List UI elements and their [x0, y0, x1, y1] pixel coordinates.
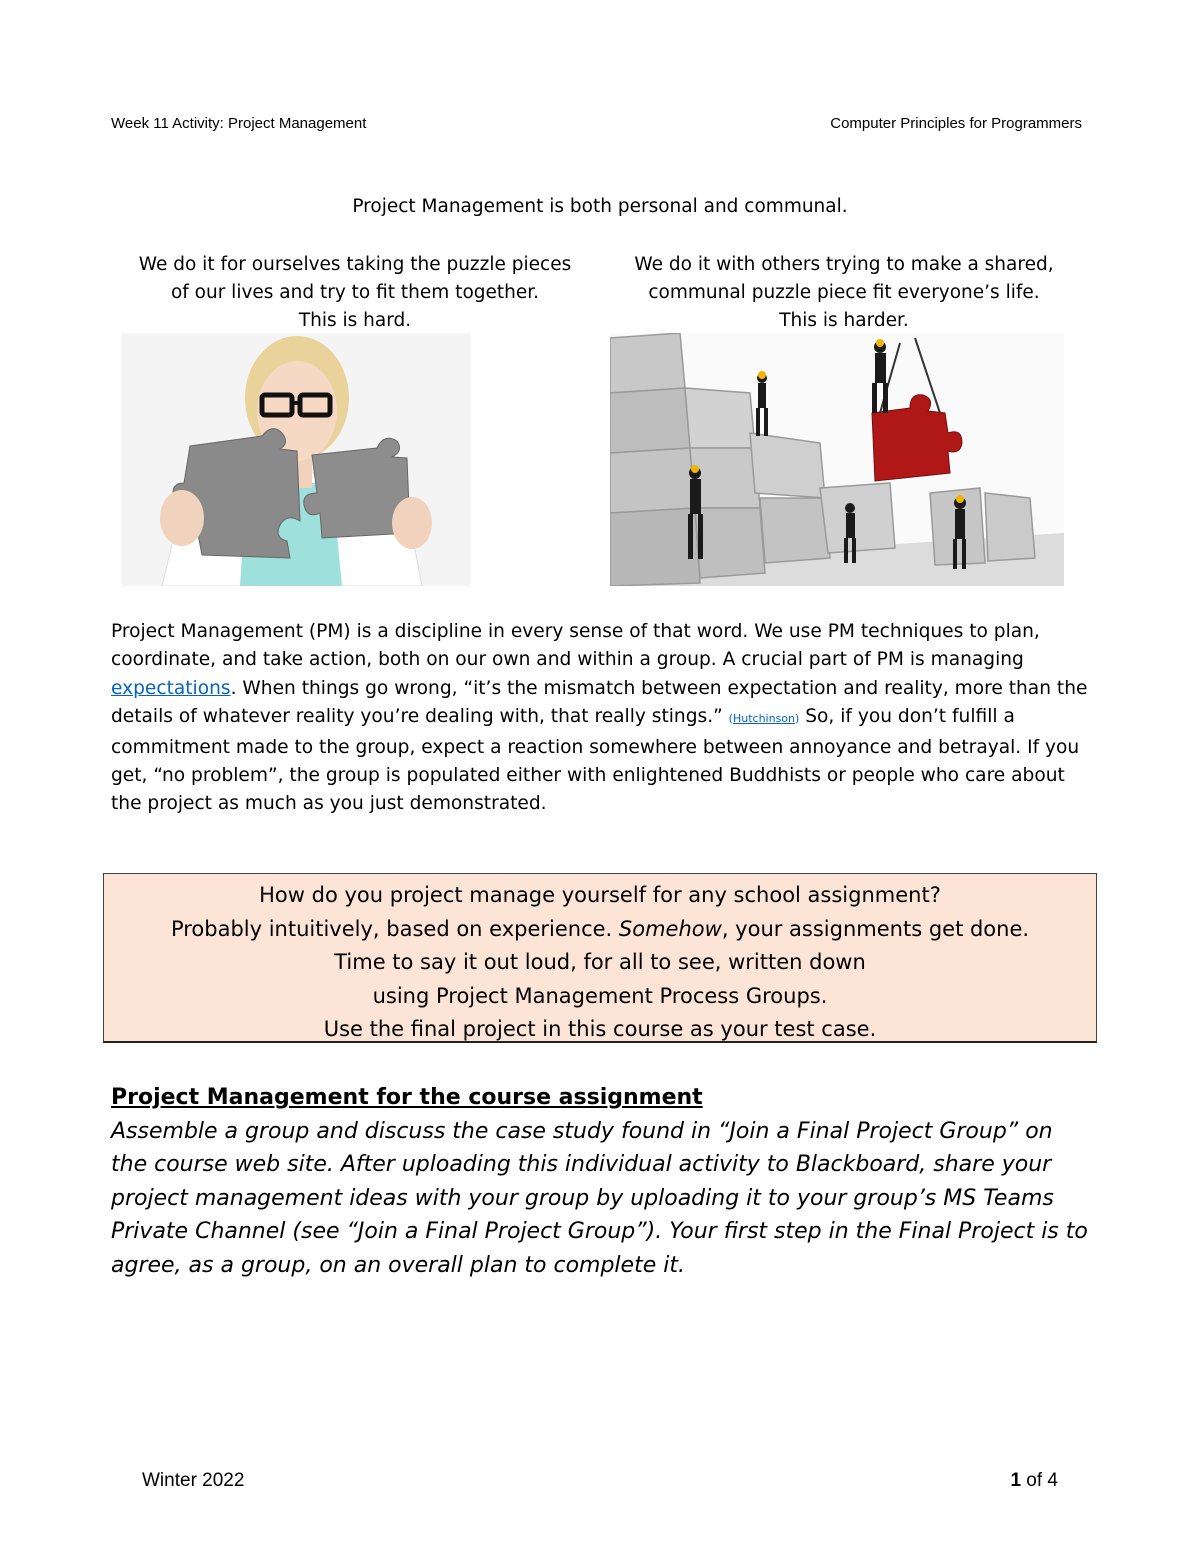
left-caption-line-3: This is hard.: [298, 310, 412, 331]
footer-page-number: [1010, 1470, 1058, 1492]
team-puzzle-image: [610, 333, 1064, 586]
expectations-link[interactable]: expectations: [111, 677, 231, 699]
intro-text: Project Management is both personal and communal.: [352, 196, 848, 217]
footer-page-current: 1: [1010, 1470, 1022, 1491]
callout-line-4: using Project Management Process Groups.: [372, 983, 828, 1008]
right-caption-line-1: We do it with others trying to make a shared,: [634, 254, 1054, 275]
pm-paragraph: [111, 618, 1101, 819]
citation-close-paren: ): [795, 712, 800, 726]
left-caption-line-2: of our lives and try to fit them together.: [170, 282, 540, 303]
header-left: Week 11 Activity: Project Management: [111, 115, 367, 132]
callout-box: [103, 873, 1097, 1043]
right-caption: [600, 251, 1088, 335]
footer-page-total: of 4: [1021, 1470, 1058, 1491]
header-right: Computer Principles for Programmers: [830, 115, 1082, 132]
woman-puzzle-image: [122, 333, 470, 586]
left-caption: [110, 251, 600, 335]
pm-paragraph-part-3: So, if you don’t fulfill a commitment made to the group, expect a reaction somewhere between annoyance and betrayal. If you get, “no problem”, the group is populated either with enlightened Buddhists or people who care about the project as much as you just demonstrated.: [111, 706, 1080, 815]
right-caption-line-3: This is harder.: [779, 310, 909, 331]
assignment-section: [111, 1081, 1091, 1282]
hutchinson-link[interactable]: Hutchinson: [732, 712, 796, 726]
pm-paragraph-part-1: Project Management (PM) is a discipline in every sense of that word. We use PM techniques to plan, coordinate, and take action, both on our own and within a group. A crucial part of PM is managing: [111, 621, 1040, 671]
callout-line-2a: Probably intuitively, based on experience.: [170, 916, 619, 941]
callout-line-1: How do you project manage yourself for any school assignment?: [259, 883, 941, 907]
pm-paragraph-part-2: . When things go wrong, “it’s the mismatch between expectation and reality, more than the details of whatever reality you’re dealing with, that really stings.”: [111, 677, 1088, 728]
assignment-heading: Project Management for the course assignment: [111, 1085, 703, 1110]
citation-open-paren: (: [728, 712, 733, 726]
callout-line-2c: , your assignments get done.: [721, 916, 1030, 941]
callout-line-2-emphasis: Somehow: [618, 916, 722, 941]
left-caption-line-1: We do it for ourselves taking the puzzle pieces: [138, 254, 572, 275]
callout-line-5: Use the final project in this course as your test case.: [323, 1017, 877, 1041]
right-caption-line-2: communal puzzle piece fit everyone’s life.: [648, 282, 1040, 303]
assignment-body: Assemble a group and discuss the case study found in “Join a Final Project Group” on the course web site. After uploading this individual activity to Blackboard, share your project management ideas with your group by uploading it to your group’s MS Teams Private Channel (see “Join a Final Project Group”). Your first step in the Final Project is to agree, as a group, on an overall plan to complete it.: [111, 1118, 1088, 1278]
footer-term: Winter 2022: [142, 1470, 245, 1491]
callout-line-2: [104, 913, 1096, 947]
callout-line-3: Time to say it out loud, for all to see, written down: [334, 950, 866, 974]
